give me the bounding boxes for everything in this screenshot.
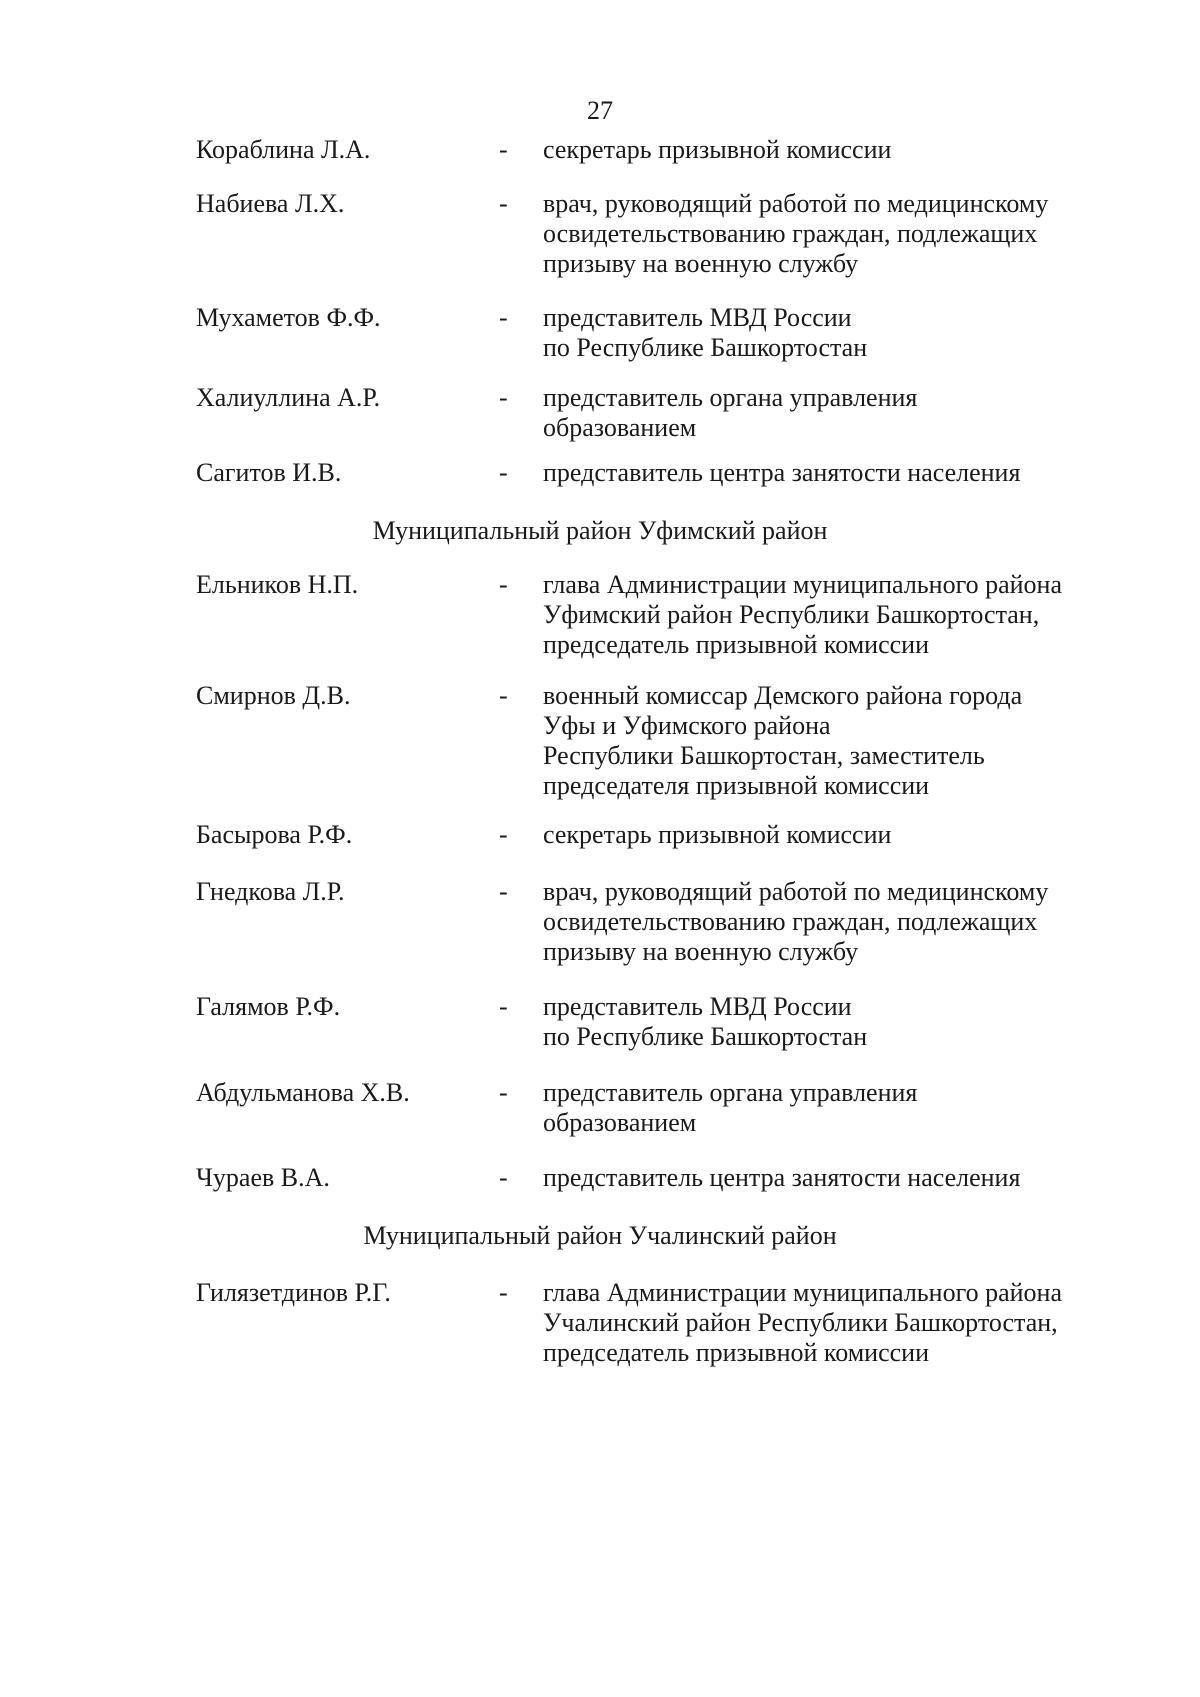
member-name: Сагитов И.В.	[196, 458, 342, 487]
separator-dash: -	[499, 1278, 508, 1307]
role-line: представитель органа управления	[543, 1078, 918, 1107]
role-line: представитель МВД России	[543, 992, 852, 1021]
member-role	[543, 135, 1143, 165]
separator-dash: -	[499, 1163, 508, 1192]
role-line: по Республике Башкортостан	[543, 1022, 868, 1051]
member-role	[543, 877, 1143, 967]
role-line: председатель призывной комиссии	[543, 1338, 929, 1367]
role-line: образованием	[543, 413, 697, 442]
section-heading: Муниципальный район Учалинский район	[363, 1221, 837, 1250]
role-line: председателя призывной комиссии	[543, 771, 930, 800]
member-role	[543, 1278, 1143, 1368]
section-heading: Муниципальный район Уфимский район	[372, 516, 828, 545]
role-line: призыву на военную службу	[543, 937, 859, 966]
member-role	[543, 992, 1143, 1052]
member-name: Абдульманова Х.В.	[196, 1078, 410, 1107]
member-role	[543, 1078, 1143, 1138]
member-name: Басырова Р.Ф.	[196, 820, 353, 849]
role-line: представитель МВД России	[543, 303, 852, 332]
member-role	[543, 570, 1143, 660]
role-line: Уфимский район Республики Башкортостан,	[543, 600, 1040, 629]
role-line: секретарь призывной комиссии	[543, 820, 892, 849]
role-line: образованием	[543, 1108, 697, 1137]
member-role	[543, 383, 1143, 443]
member-name: Смирнов Д.В.	[196, 681, 351, 710]
role-line: Уфы и Уфимского района	[543, 711, 831, 740]
separator-dash: -	[499, 820, 508, 849]
role-line: освидетельствованию граждан, подлежащих	[543, 219, 1038, 248]
member-role	[543, 303, 1143, 363]
separator-dash: -	[499, 458, 508, 487]
role-line: по Республике Башкортостан	[543, 333, 868, 362]
role-line: освидетельствованию граждан, подлежащих	[543, 907, 1038, 936]
role-line: врач, руководящий работой по медицинскому	[543, 877, 1049, 906]
page-number: 27	[587, 96, 613, 125]
role-line: врач, руководящий работой по медицинскому	[543, 189, 1049, 218]
member-name: Кораблина Л.А.	[196, 135, 371, 164]
member-role	[543, 458, 1143, 488]
separator-dash: -	[499, 303, 508, 332]
role-line: военный комиссар Демского района города	[543, 681, 1023, 710]
separator-dash: -	[499, 877, 508, 906]
separator-dash: -	[499, 135, 508, 164]
separator-dash: -	[499, 570, 508, 599]
role-line: Учалинский район Республики Башкортостан,	[543, 1308, 1058, 1337]
role-line: представитель органа управления	[543, 383, 918, 412]
member-role	[543, 1163, 1143, 1193]
member-name: Набиева Л.Х.	[196, 189, 345, 218]
role-line: председатель призывной комиссии	[543, 630, 929, 659]
member-name: Мухаметов Ф.Ф.	[196, 303, 381, 332]
member-role	[543, 681, 1143, 801]
member-name: Гилязетдинов Р.Г.	[196, 1278, 391, 1307]
separator-dash: -	[499, 681, 508, 710]
member-role	[543, 189, 1143, 279]
separator-dash: -	[499, 383, 508, 412]
role-line: глава Администрации муниципального района	[543, 1278, 1062, 1307]
role-line: Республики Башкортостан, заместитель	[543, 741, 985, 770]
member-role	[543, 820, 1143, 850]
separator-dash: -	[499, 992, 508, 1021]
role-line: секретарь призывной комиссии	[543, 135, 892, 164]
role-line: представитель центра занятости населения	[543, 1163, 1021, 1192]
member-name: Галямов Р.Ф.	[196, 992, 341, 1021]
member-name: Халиуллина А.Р.	[196, 383, 381, 412]
member-name: Чураев В.А.	[196, 1163, 330, 1192]
role-line: призыву на военную службу	[543, 249, 859, 278]
member-name: Ельников Н.П.	[196, 570, 359, 599]
role-line: глава Администрации муниципального района	[543, 570, 1062, 599]
member-name: Гнедкова Л.Р.	[196, 877, 345, 906]
role-line: представитель центра занятости населения	[543, 458, 1021, 487]
separator-dash: -	[499, 189, 508, 218]
separator-dash: -	[499, 1078, 508, 1107]
